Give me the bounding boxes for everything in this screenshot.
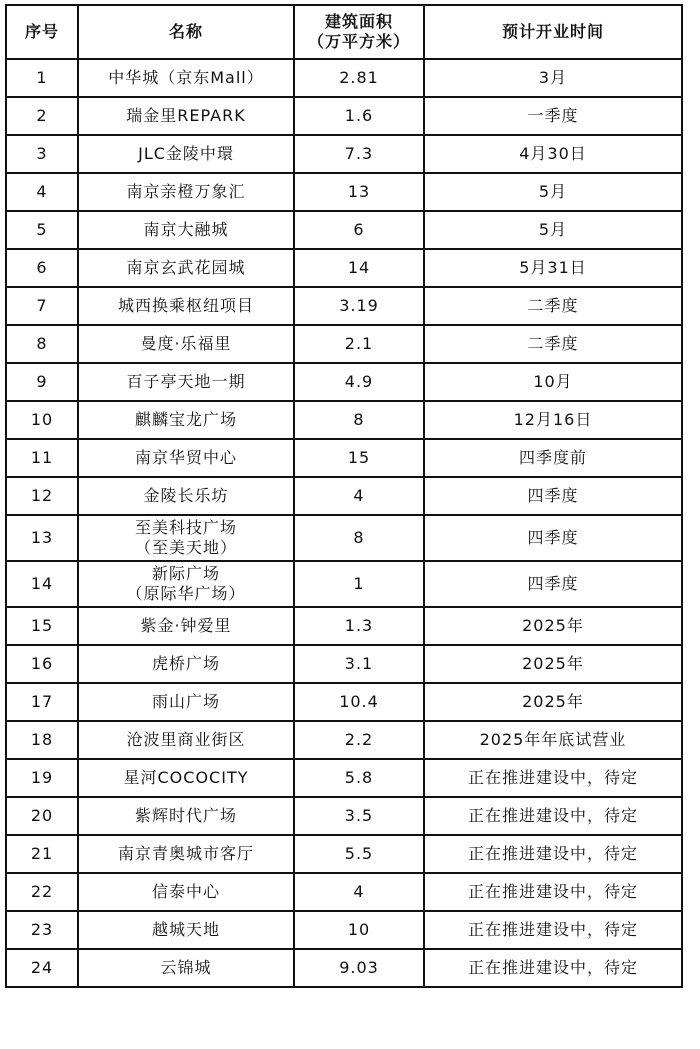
table-row [6, 249, 682, 287]
cell-opening: 2025年 [424, 645, 682, 683]
cell-area: 2.81 [294, 59, 424, 97]
cell-area: 10.4 [294, 683, 424, 721]
cell-name: 曼度·乐福里 [78, 325, 294, 363]
cell-area: 15 [294, 439, 424, 477]
cell-area: 2.1 [294, 325, 424, 363]
table-row [6, 561, 682, 607]
cell-opening: 正在推进建设中，待定 [424, 835, 682, 873]
cell-name: 南京青奥城市客厅 [78, 835, 294, 873]
cell-name: 紫金·钟爱里 [78, 607, 294, 645]
cell-index: 18 [6, 721, 78, 759]
cell-area: 8 [294, 515, 424, 561]
cell-index: 3 [6, 135, 78, 173]
cell-index: 2 [6, 97, 78, 135]
header-row [6, 5, 682, 59]
table-row [6, 607, 682, 645]
cell-index: 22 [6, 873, 78, 911]
cell-name: JLC金陵中環 [78, 135, 294, 173]
cell-opening: 5月 [424, 173, 682, 211]
header-name: 名称 [78, 5, 294, 59]
cell-area: 4.9 [294, 363, 424, 401]
cell-index: 8 [6, 325, 78, 363]
cell-opening: 12月16日 [424, 401, 682, 439]
cell-name-line2: （原际华广场） [126, 584, 246, 603]
cell-index: 23 [6, 911, 78, 949]
table-row [6, 59, 682, 97]
cell-opening: 四季度前 [424, 439, 682, 477]
cell-name: 信泰中心 [78, 873, 294, 911]
table-row [6, 949, 682, 987]
cell-name: 瑞金里REPARK [78, 97, 294, 135]
cell-name: 中华城（京东Mall） [78, 59, 294, 97]
table-row [6, 439, 682, 477]
cell-name: 百子亭天地一期 [78, 363, 294, 401]
table-row [6, 911, 682, 949]
cell-index: 19 [6, 759, 78, 797]
cell-opening: 5月 [424, 211, 682, 249]
cell-opening: 10月 [424, 363, 682, 401]
cell-name [78, 515, 294, 561]
cell-opening: 四季度 [424, 477, 682, 515]
header-index: 序号 [6, 5, 78, 59]
cell-opening: 二季度 [424, 287, 682, 325]
cell-area: 1.6 [294, 97, 424, 135]
table-row [6, 835, 682, 873]
cell-area: 5.5 [294, 835, 424, 873]
cell-opening: 四季度 [424, 561, 682, 607]
project-table [5, 4, 683, 988]
cell-name: 雨山广场 [78, 683, 294, 721]
header-opening: 预计开业时间 [424, 5, 682, 59]
cell-index: 7 [6, 287, 78, 325]
table-row [6, 873, 682, 911]
cell-index: 16 [6, 645, 78, 683]
cell-index: 10 [6, 401, 78, 439]
cell-area: 10 [294, 911, 424, 949]
table-row [6, 287, 682, 325]
project-table-container [5, 4, 683, 988]
cell-name: 南京大融城 [78, 211, 294, 249]
cell-opening: 2025年 [424, 607, 682, 645]
cell-name: 越城天地 [78, 911, 294, 949]
table-row [6, 401, 682, 439]
cell-name-line1: 新际广场 [151, 564, 220, 583]
cell-index: 20 [6, 797, 78, 835]
cell-area: 3.19 [294, 287, 424, 325]
table-row [6, 97, 682, 135]
cell-index: 12 [6, 477, 78, 515]
cell-opening: 正在推进建设中，待定 [424, 949, 682, 987]
table-row [6, 721, 682, 759]
header-area-line2: （万平方米） [307, 32, 410, 51]
cell-area: 1 [294, 561, 424, 607]
table-row [6, 325, 682, 363]
cell-area: 3.5 [294, 797, 424, 835]
table-row [6, 173, 682, 211]
cell-index: 14 [6, 561, 78, 607]
header-area-line1: 建筑面积 [324, 12, 393, 31]
cell-name: 南京华贸中心 [78, 439, 294, 477]
table-row [6, 759, 682, 797]
cell-area: 3.1 [294, 645, 424, 683]
cell-opening: 正在推进建设中，待定 [424, 797, 682, 835]
cell-name: 星河COCOCITY [78, 759, 294, 797]
cell-index: 11 [6, 439, 78, 477]
cell-index: 13 [6, 515, 78, 561]
table-row [6, 363, 682, 401]
cell-name: 紫辉时代广场 [78, 797, 294, 835]
cell-index: 24 [6, 949, 78, 987]
cell-opening: 4月30日 [424, 135, 682, 173]
cell-name [78, 561, 294, 607]
cell-name: 金陵长乐坊 [78, 477, 294, 515]
table-row [6, 477, 682, 515]
table-row [6, 211, 682, 249]
cell-area: 7.3 [294, 135, 424, 173]
cell-index: 17 [6, 683, 78, 721]
cell-area: 9.03 [294, 949, 424, 987]
cell-name: 沧波里商业街区 [78, 721, 294, 759]
cell-opening: 一季度 [424, 97, 682, 135]
cell-index: 15 [6, 607, 78, 645]
cell-area: 8 [294, 401, 424, 439]
cell-name: 城西换乘枢纽项目 [78, 287, 294, 325]
cell-index: 5 [6, 211, 78, 249]
cell-index: 21 [6, 835, 78, 873]
cell-name: 云锦城 [78, 949, 294, 987]
cell-opening: 3月 [424, 59, 682, 97]
table-row [6, 515, 682, 561]
cell-area: 4 [294, 477, 424, 515]
cell-opening: 5月31日 [424, 249, 682, 287]
table-body [6, 59, 682, 987]
cell-area: 13 [294, 173, 424, 211]
cell-area: 4 [294, 873, 424, 911]
header-area [294, 5, 424, 59]
cell-area: 5.8 [294, 759, 424, 797]
cell-name-line1: 至美科技广场 [134, 518, 237, 537]
cell-name: 南京玄武花园城 [78, 249, 294, 287]
cell-index: 6 [6, 249, 78, 287]
table-row [6, 683, 682, 721]
cell-index: 4 [6, 173, 78, 211]
cell-index: 9 [6, 363, 78, 401]
table-row [6, 135, 682, 173]
cell-name-line2: （至美天地） [134, 538, 237, 557]
cell-area: 1.3 [294, 607, 424, 645]
cell-area: 14 [294, 249, 424, 287]
cell-name: 虎桥广场 [78, 645, 294, 683]
cell-opening: 2025年年底试营业 [424, 721, 682, 759]
cell-name: 麒麟宝龙广场 [78, 401, 294, 439]
cell-area: 6 [294, 211, 424, 249]
table-row [6, 645, 682, 683]
cell-opening: 正在推进建设中，待定 [424, 759, 682, 797]
table-row [6, 797, 682, 835]
cell-opening: 正在推进建设中，待定 [424, 911, 682, 949]
cell-index: 1 [6, 59, 78, 97]
cell-opening: 2025年 [424, 683, 682, 721]
cell-name: 南京亲橙万象汇 [78, 173, 294, 211]
cell-area: 2.2 [294, 721, 424, 759]
cell-opening: 二季度 [424, 325, 682, 363]
cell-opening: 正在推进建设中，待定 [424, 873, 682, 911]
cell-opening: 四季度 [424, 515, 682, 561]
